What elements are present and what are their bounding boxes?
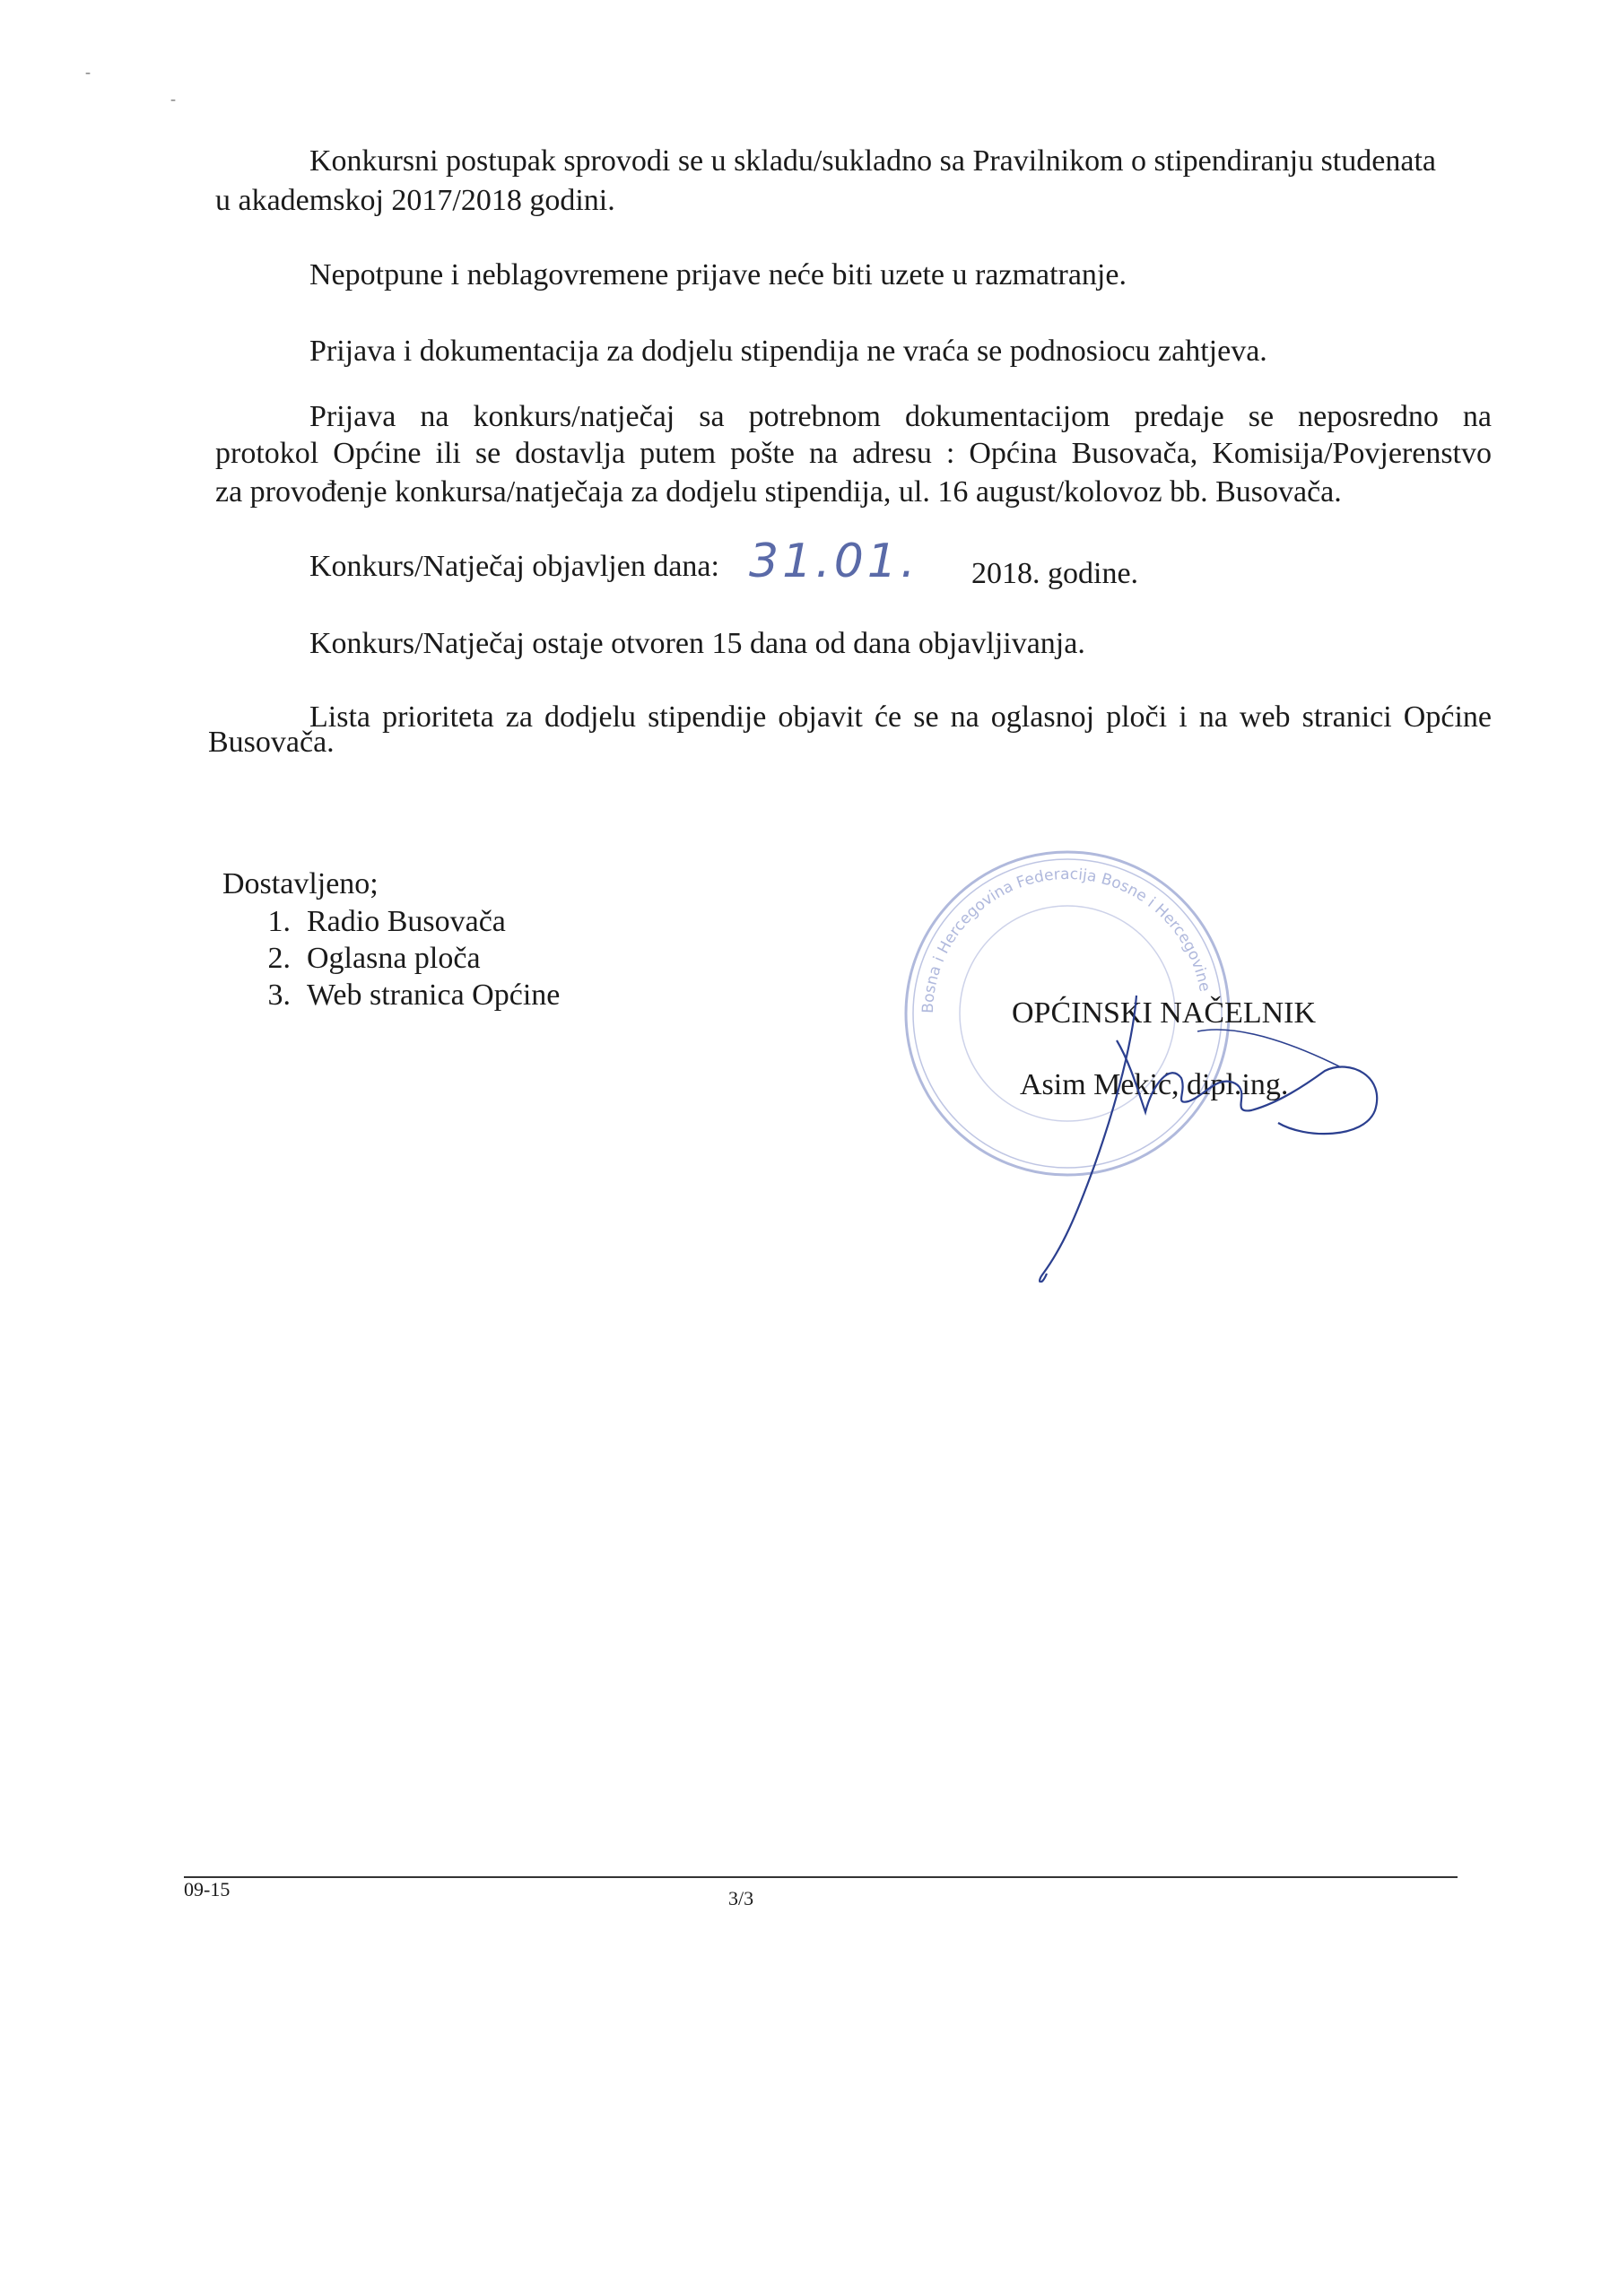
handwritten-signature	[982, 978, 1395, 1283]
distribution-heading: Dostavljeno;	[222, 867, 379, 900]
distribution-item-text: Web stranica Općine	[307, 978, 561, 1012]
footer-divider	[184, 1876, 1458, 1878]
paragraph-1-line-2: u akademskoj 2017/2018 godini.	[215, 184, 615, 217]
scan-speck: -	[85, 63, 91, 81]
distribution-item-number: 1.	[267, 905, 291, 938]
scan-speck: -	[170, 90, 176, 108]
paragraph-6: Konkurs/Natječaj ostaje otvoren 15 dana od dana objavljivanja.	[309, 627, 1085, 660]
distribution-item	[240, 978, 560, 1013]
paragraph-7-line-2: Busovača.	[208, 726, 335, 759]
stamp-ring-text: Bosna i Hercegovina Federacija Bosne i Hercegovine	[918, 865, 1214, 1014]
distribution-item-number: 3.	[267, 978, 291, 1012]
paragraph-4-line-1: Prijava na konkurs/natječaj sa potrebnom dokumentacijom predaje se neposredno na	[309, 400, 1492, 433]
paragraph-7-line-1: Lista prioriteta za dodjelu stipendije objavit će se na oglasnoj ploči i na web stranici Općine	[309, 700, 1492, 734]
paragraph-2: Nepotpune i neblagovremene prijave neće biti uzete u razmatranje.	[309, 258, 1127, 291]
paragraph-4-line-3: za provođenje konkursa/natječaja za dodjelu stipendija, ul. 16 august/kolovoz bb. Busovača.	[215, 475, 1342, 509]
distribution-item-text: Radio Busovača	[307, 905, 506, 938]
paragraph-1-line-1: Konkursni postupak sprovodi se u skladu/sukladno sa Pravilnikom o stipendiranju studenata	[309, 144, 1436, 178]
distribution-item	[240, 941, 481, 977]
handwritten-date: 31.01.	[749, 535, 919, 588]
paragraph-4-line-2: protokol Općine ili se dostavlja putem pošte na adresu : Općina Busovača, Komisija/Povjerenstvo	[215, 437, 1492, 470]
footer-document-code: 09-15	[184, 1878, 231, 1900]
signatory-name: Asim Mekić, dipl.ing.	[1020, 1068, 1289, 1101]
distribution-item-text: Oglasna ploča	[307, 942, 481, 975]
distribution-item-number: 2.	[267, 942, 291, 975]
paragraph-3: Prijava i dokumentacija za dodjelu stipendija ne vraća se podnosiocu zahtjeva.	[309, 335, 1267, 368]
publication-date-suffix: 2018. godine.	[971, 557, 1139, 590]
signatory-title: OPĆINSKI NAČELNIK	[1012, 996, 1317, 1030]
distribution-item	[240, 904, 506, 940]
footer-page-number: 3/3	[728, 1887, 754, 1909]
publication-date-prefix: Konkurs/Natječaj objavljen dana:	[309, 550, 719, 583]
